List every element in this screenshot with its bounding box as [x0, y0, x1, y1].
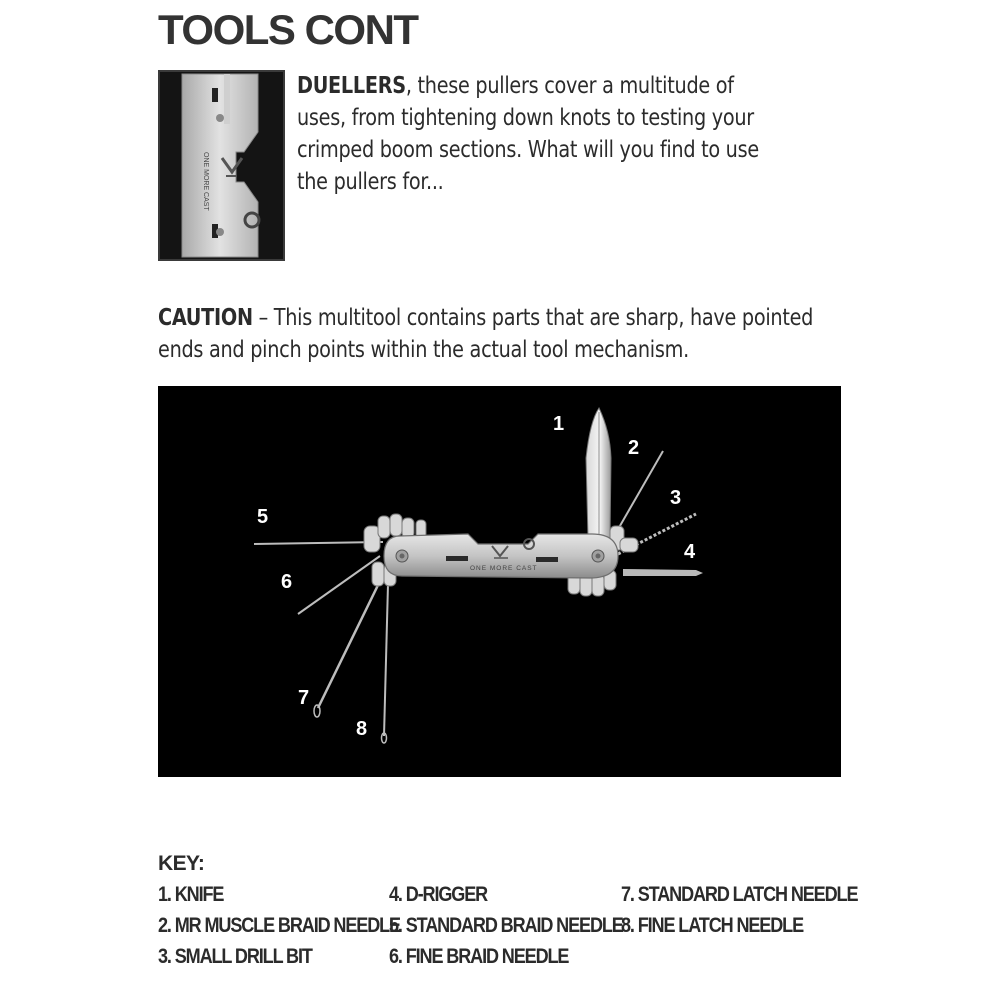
- d-rigger: [623, 569, 703, 576]
- callout-5: 5: [257, 506, 269, 528]
- callout-3: 3: [670, 487, 682, 509]
- key-item: 8. FINE LATCH NEEDLE: [621, 914, 803, 937]
- duellers-label: DUELLERS: [297, 73, 406, 99]
- caution-text: – This multitool contains parts that are sharp, have pointed ends and pinch points within the actual tool mechanism.: [158, 305, 814, 363]
- multitool-photo: [158, 386, 841, 777]
- fine-latch-needle: [384, 584, 388, 736]
- key-item: 5. STANDARD BRAID NEEDLE: [389, 914, 623, 937]
- callout-2: 2: [628, 437, 640, 459]
- page-title: TOOLS CONT: [158, 6, 418, 53]
- handle-brand-text: ONE MORE CAST: [470, 565, 538, 572]
- callout-6: 6: [281, 571, 293, 593]
- standard-latch-needle: [318, 581, 380, 708]
- key-item: 3. SMALL DRILL BIT: [158, 945, 312, 968]
- thumb-brand-text: ONE MORE CAST: [202, 152, 209, 211]
- duellers-image: [158, 70, 285, 261]
- key-item: 4. D-RIGGER: [389, 883, 488, 906]
- callout-8: 8: [356, 718, 368, 740]
- caution-label: CAUTION: [158, 305, 253, 331]
- key-item: 1. KNIFE: [158, 883, 224, 906]
- duellers-text: , these pullers cover a multitude of uses, from tightening down knots to testing your crimped boom sections. What will you find to use the pullers for...: [297, 73, 759, 195]
- key-item: 2. MR MUSCLE BRAID NEEDLE: [158, 914, 400, 937]
- key-item: 7. STANDARD LATCH NEEDLE: [621, 883, 858, 906]
- caution-notice: [158, 302, 828, 366]
- key-title: KEY:: [158, 852, 205, 875]
- mr-muscle-braid-needle: [613, 451, 663, 538]
- callout-7: 7: [298, 687, 310, 709]
- key-item: 6. FINE BRAID NEEDLE: [389, 945, 569, 968]
- callout-4: 4: [684, 541, 696, 563]
- duellers-description: [297, 70, 781, 198]
- callout-1: 1: [553, 413, 565, 435]
